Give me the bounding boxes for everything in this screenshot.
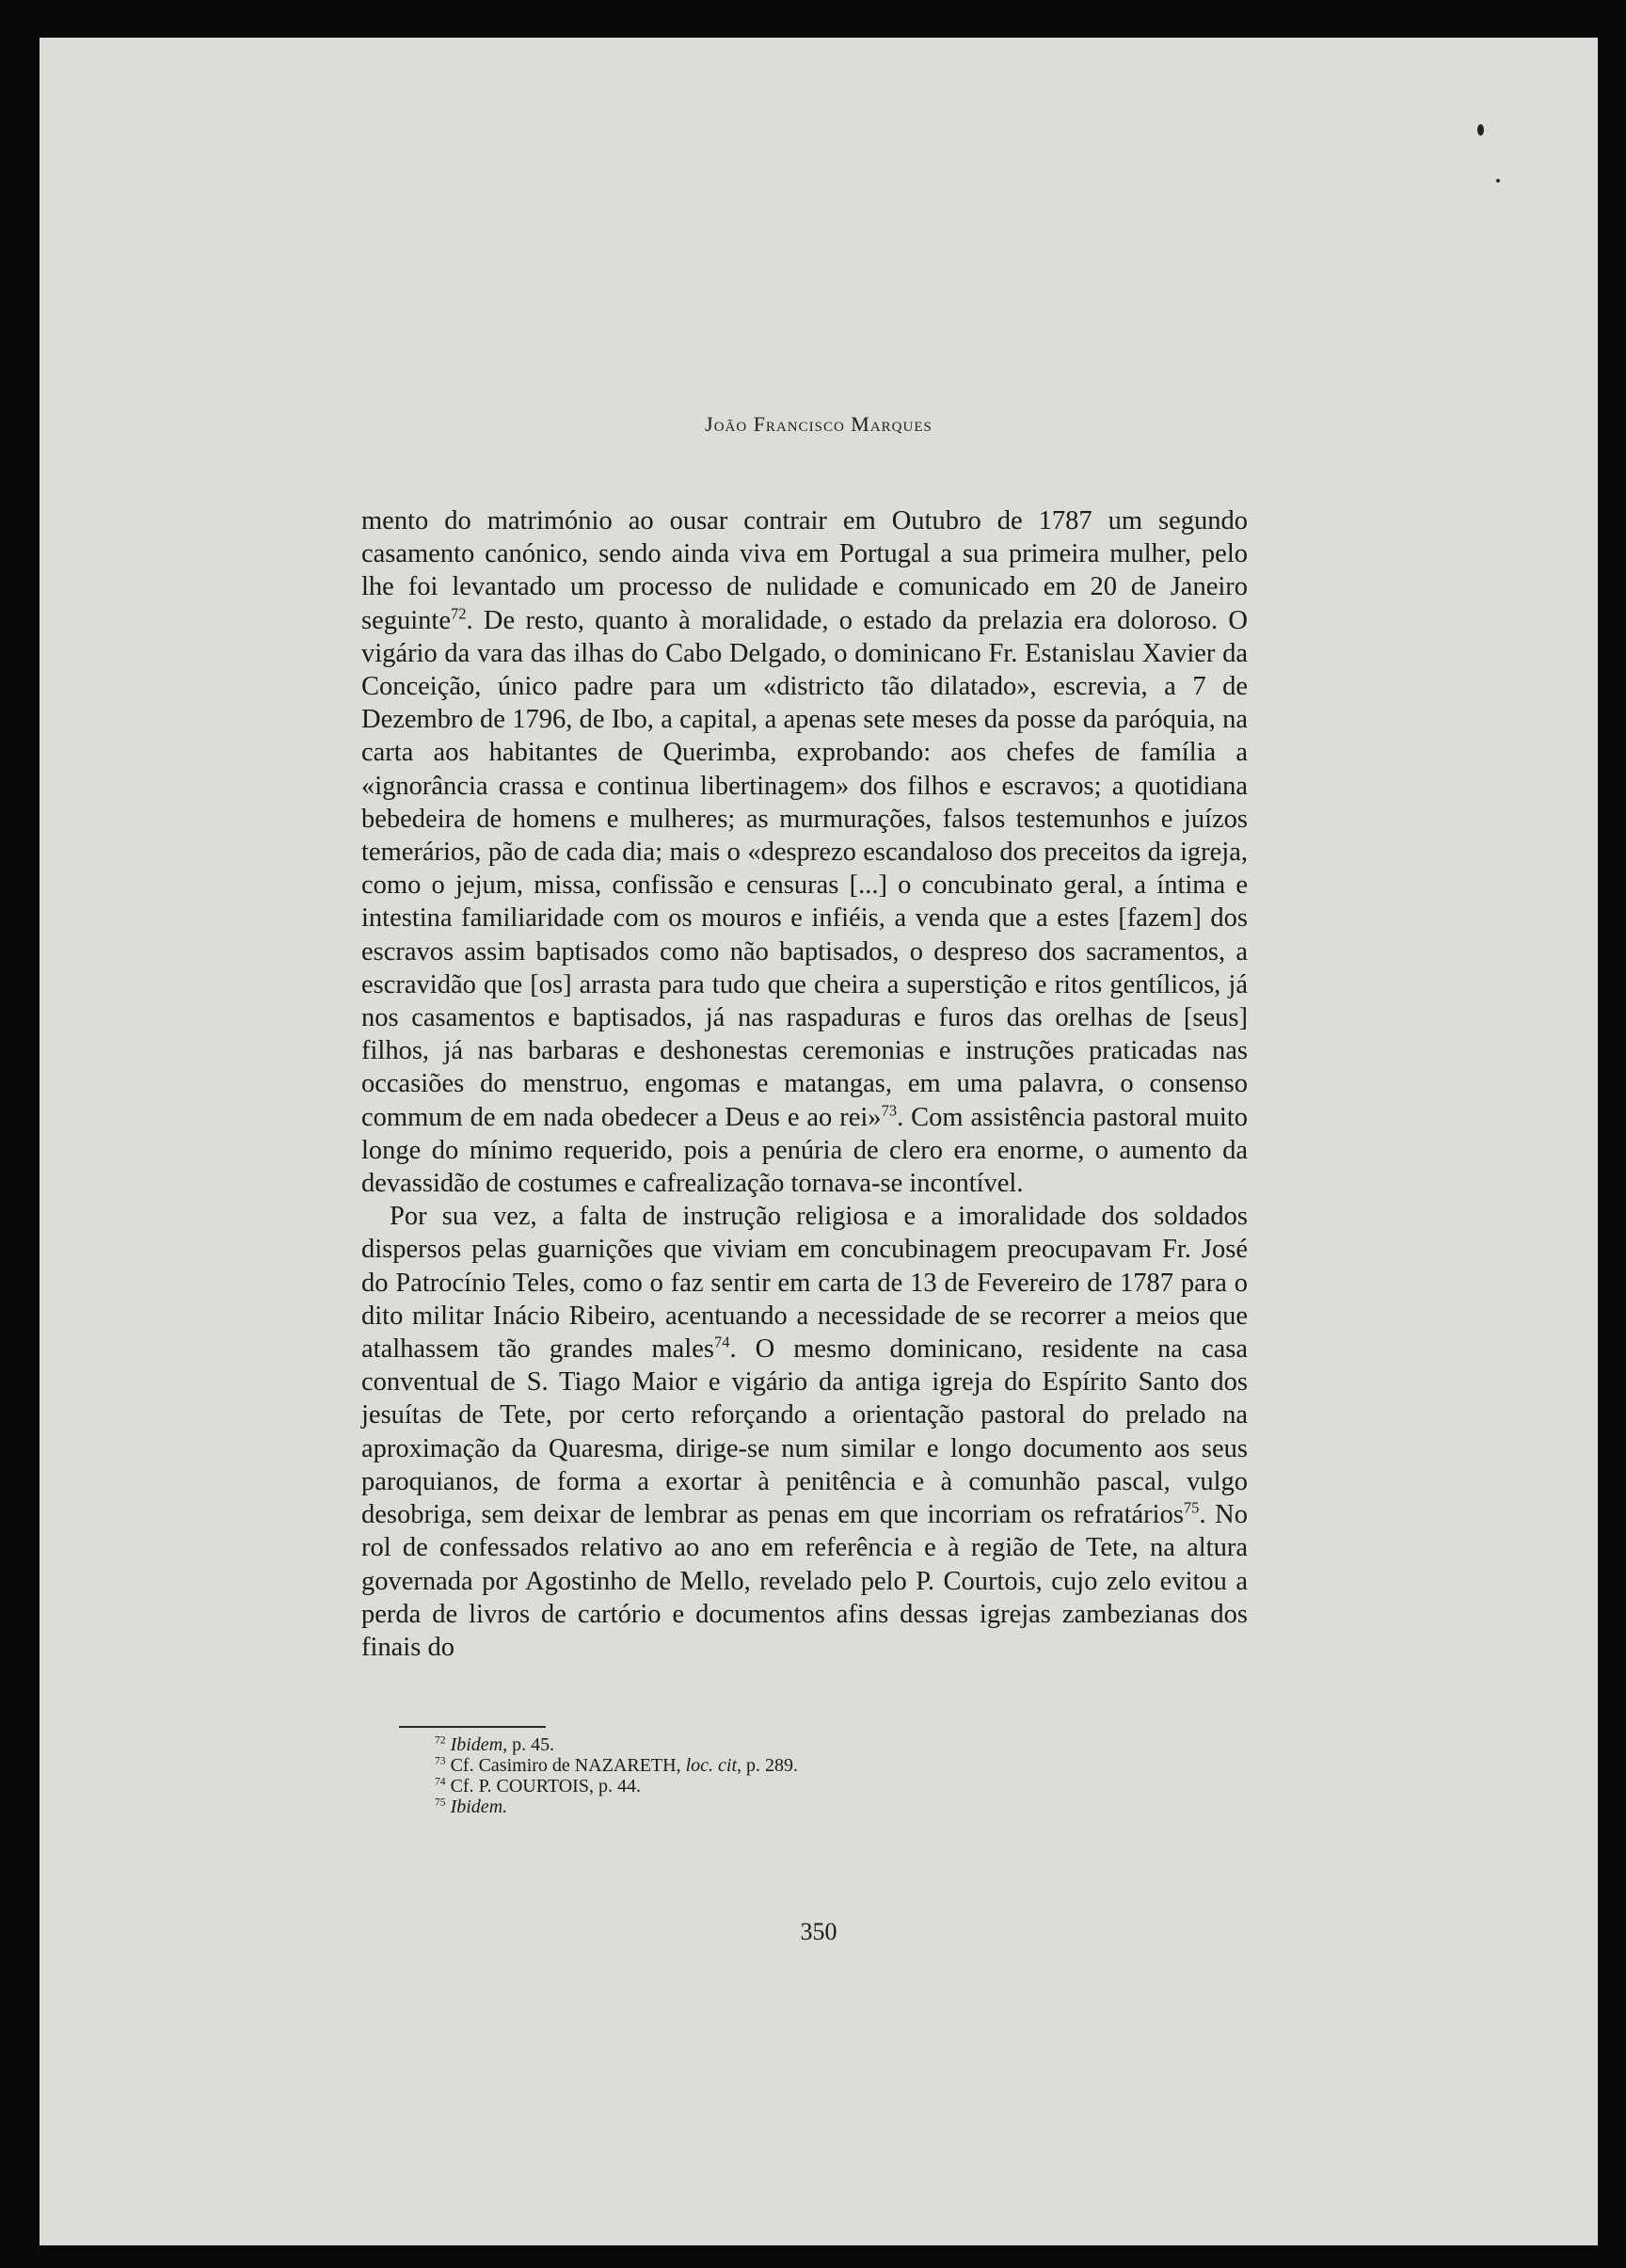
footnote-72 <box>435 1734 1188 1755</box>
paragraph-1 <box>361 504 1248 1200</box>
footnote-ref-73: 73 <box>881 1101 898 1120</box>
footnotes <box>435 1734 1188 1817</box>
footnote-73 <box>435 1755 1188 1776</box>
footnote-italic: loc. cit <box>685 1755 738 1776</box>
footnote-75 <box>435 1797 1188 1817</box>
footnote-italic: Ibidem <box>450 1734 503 1755</box>
footnote-text: Cf. P. COURTOIS, p. 44. <box>450 1776 641 1797</box>
paragraph-2-part-a: Por sua vez, a falta de instrução religiosa e a imoralidade dos soldados dispersos pelas guarnições que viviam em concubinagem preocupavam Fr. José do Patrocínio Teles, como o faz sentir em carta de 13 de Fevereiro de 1787 para o dito militar Inácio Ribeiro, acentuando a necessidade de se recorrer a meios que atalhassem tão grandes males <box>361 1202 1248 1365</box>
paragraph-2-part-c: . No rol de confessados relativo ao ano em referência e à região de Tete, na altura governada por Agostinho de Mello, revelado pelo P. Courtois, cujo zelo evitou a perda de livros de cartório e documentos afins dessas igrejas zambezianas dos finais do <box>361 1500 1248 1662</box>
paragraph-1-part-a: mento do matrimónio ao ousar contrair em Outubro de 1787 um segundo casamento canónico, sendo ainda viva em Portugal a sua primeira mulher, pelo lhe foi levantado um processo de nulidade e comunicado em 20 de Janeiro seguinte <box>361 506 1248 635</box>
paragraph-2-part-b: . O mesmo dominicano, residente na casa conventual de S. Tiago Maior e vigário da antiga igreja do Espírito Santo dos jesuítas de Tete, por certo reforçando a orientação pastoral do prelado na aproximação da Quaresma, dirige-se num similar e longo documento aos seus paroquianos, de forma a exortar à penitência e à comunhão pascal, vulgo desobriga, sem deixar de lembrar as penas em que incorriam os refratários <box>361 1334 1248 1530</box>
footnote-number: 75 <box>435 1796 446 1809</box>
footnote-number: 72 <box>435 1733 446 1747</box>
footnote-ref-72: 72 <box>450 604 467 623</box>
footnote-text: Cf. Casimiro de NAZARETH, <box>450 1755 686 1776</box>
document-page <box>40 38 1598 2245</box>
ink-speck <box>1477 124 1484 136</box>
footnote-italic: Ibidem. <box>450 1797 508 1817</box>
footnote-74 <box>435 1776 1188 1797</box>
footnote-ref-74: 74 <box>713 1333 730 1351</box>
paragraph-2 <box>361 1200 1248 1664</box>
footnote-number: 73 <box>435 1754 446 1767</box>
ink-speck <box>1496 179 1500 183</box>
footnote-divider <box>399 1726 546 1728</box>
footnote-ref-75: 75 <box>1183 1498 1200 1517</box>
running-head: João Francisco Marques <box>705 412 933 436</box>
footnote-text: , p. 45. <box>502 1734 555 1755</box>
paragraph-1-part-b: . De resto, quanto à moralidade, o estado da prelazia era doloroso. O vigário da vara das ilhas do Cabo Delgado, o dominicano Fr. Estanislau Xavier da Conceição, único padre para um «districto tão dilatado», escrevia, a 7 de Dezembro de 1796, de Ibo, a capital, a apenas sete meses da posse da paróquia, na carta aos habitantes de Querimba, exprobando: aos chefes de família a «ignorância crassa e continua libertinagem» dos filhos e escravos; a quotidiana bebedeira de homens e mulheres; as murmurações, falsos testemunhos e juízos temerários, pão de cada dia; mais o «desprezo escandaloso dos preceitos da igreja, como o jejum, missa, confissão e censuras [...] o concubinato geral, a íntima e intestina familiaridade com os mouros e infiéis, a venda que a estes [fazem] dos escravos assim baptisados como não baptisados, o despreso dos sacramentos, a escravidão que [os] arrasta para tudo que cheira a superstição e ritos gentílicos, já nos casamentos e baptisados, já nas raspaduras e furos das orelhas de [seus] filhos, já nas barbaras e deshonestas ceremonias e instruções praticadas nas occasiões do menstruo, engomas e matangas, em uma palavra, o consenso commum de em nada obedecer a Deus e ao rei» <box>361 605 1248 1132</box>
body-text <box>361 504 1248 1664</box>
page-number: 350 <box>800 1918 837 1945</box>
footnote-number: 74 <box>435 1775 446 1788</box>
paragraph-1-part-c: . Com assistência pastoral muito longe do mínimo requerido, pois a penúria de clero era enorme, o aumento da devassidão de costumes e cafrealização tornava-se incontível. <box>361 1102 1248 1199</box>
footnote-text: , p. 289. <box>737 1755 799 1776</box>
